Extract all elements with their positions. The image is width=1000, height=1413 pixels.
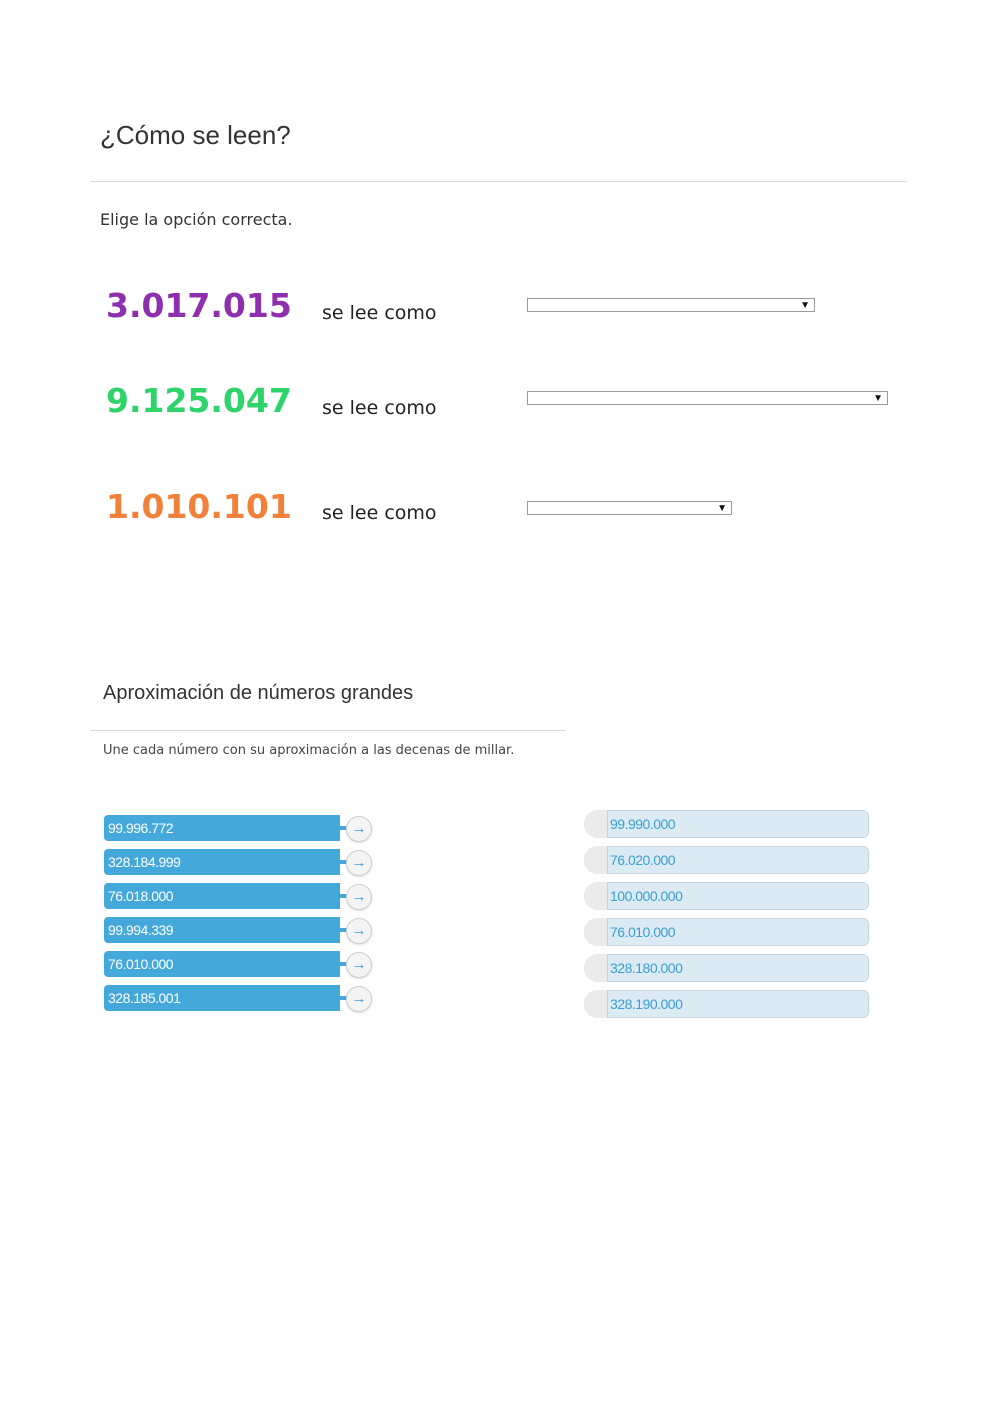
section1-divider	[90, 181, 907, 182]
arrow-right-icon[interactable]: →	[346, 952, 372, 978]
match-target-item[interactable]	[584, 882, 869, 910]
arrow-right-icon[interactable]: →	[346, 850, 372, 876]
match-source-label: 99.994.339	[104, 917, 340, 943]
match-source-label: 76.018.000	[104, 883, 340, 909]
match-target-label: 99.990.000	[610, 816, 676, 832]
match-source-label: 328.185.001	[104, 985, 340, 1011]
match-target-item[interactable]	[584, 846, 869, 874]
answer-dropdown-1[interactable]	[527, 298, 815, 312]
match-source-label: 76.010.000	[104, 951, 340, 977]
match-target-label: 76.020.000	[610, 852, 676, 868]
section1-title: ¿Cómo se leen?	[100, 120, 291, 150]
match-target-label: 328.190.000	[610, 996, 683, 1012]
match-source-label: 328.184.999	[104, 849, 340, 875]
match-source-item[interactable]	[104, 849, 372, 877]
target-socket-icon	[584, 846, 608, 874]
section2-instruction: Une cada número con su aproximación a las decenas de millar.	[103, 743, 515, 758]
match-target-label: 100.000.000	[610, 888, 683, 904]
match-target-item[interactable]	[584, 918, 869, 946]
target-socket-icon	[584, 810, 608, 838]
match-source-item[interactable]	[104, 951, 372, 979]
match-source-label: 99.996.772	[104, 815, 340, 841]
dropdown-arrow-icon: ▼	[873, 393, 883, 404]
section2-title: Aproximación de números grandes	[103, 682, 414, 704]
read-as-label-2: se lee como	[322, 397, 437, 419]
read-as-label-1: se lee como	[322, 302, 437, 324]
number-3: 1.010.101	[106, 487, 292, 526]
dropdown-arrow-icon: ▼	[717, 503, 727, 514]
match-source-item[interactable]	[104, 985, 372, 1013]
number-2: 9.125.047	[106, 381, 292, 420]
arrow-right-icon[interactable]: →	[346, 986, 372, 1012]
target-socket-icon	[584, 882, 608, 910]
read-as-label-3: se lee como	[322, 502, 437, 524]
arrow-right-icon[interactable]: →	[346, 816, 372, 842]
match-target-item[interactable]	[584, 990, 869, 1018]
match-target-label: 328.180.000	[610, 960, 683, 976]
answer-dropdown-3[interactable]	[527, 501, 732, 515]
match-source-item[interactable]	[104, 917, 372, 945]
section1-instruction: Elige la opción correcta.	[100, 210, 293, 229]
answer-dropdown-2[interactable]	[527, 391, 888, 405]
match-source-item[interactable]	[104, 815, 372, 843]
match-target-label: 76.010.000	[610, 924, 676, 940]
dropdown-arrow-icon: ▼	[800, 300, 810, 311]
arrow-right-icon[interactable]: →	[346, 884, 372, 910]
number-1: 3.017.015	[106, 286, 292, 325]
section2-divider	[90, 730, 566, 731]
arrow-right-icon[interactable]: →	[346, 918, 372, 944]
target-socket-icon	[584, 990, 608, 1018]
match-target-item[interactable]	[584, 810, 869, 838]
target-socket-icon	[584, 918, 608, 946]
target-socket-icon	[584, 954, 608, 982]
match-target-item[interactable]	[584, 954, 869, 982]
match-source-item[interactable]	[104, 883, 372, 911]
